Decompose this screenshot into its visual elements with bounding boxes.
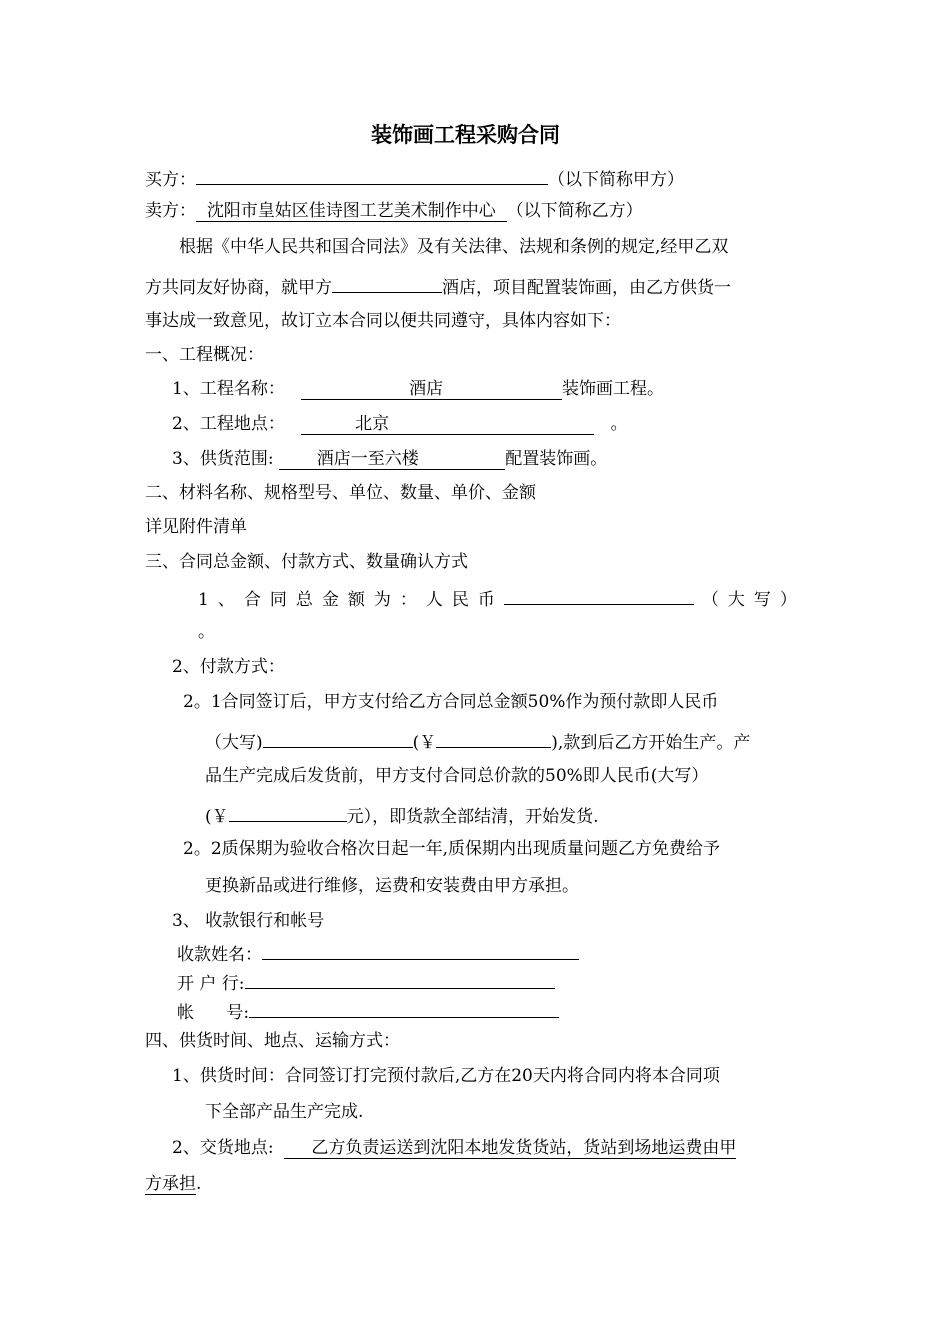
- attachment-note: 详见附件清单: [145, 517, 247, 537]
- delivery-place-value: 乙方负责运送到沈阳本地发货货站，货站到场地运费由甲: [284, 1138, 736, 1159]
- project-site-label: 2、工程地点：: [172, 414, 285, 434]
- section-2-heading: 二、材料名称、规格型号、单位、数量、单价、金额: [145, 483, 536, 503]
- project-name-line: [172, 378, 664, 400]
- project-site-suffix: 。: [610, 414, 628, 434]
- final-amount-blank: [229, 802, 347, 822]
- payee-label: 收款姓名：: [177, 945, 262, 965]
- account-blank: [249, 998, 559, 1018]
- clause-2-1-line-4-end: 元），即货款全部结清，开始发货.: [346, 807, 599, 827]
- payee-line: [177, 940, 579, 966]
- seller-suffix: （以下简称乙方）: [506, 201, 643, 221]
- intro-line-2-start: 方共同友好协商，就甲方: [145, 278, 332, 298]
- delivery-place-label: 2、交货地点:: [172, 1138, 274, 1158]
- supply-scope-value: 酒店一至六楼: [279, 449, 505, 470]
- payee-blank: [262, 940, 579, 960]
- capital-label: （大写): [205, 733, 263, 753]
- total-amount-end: 。: [198, 622, 215, 642]
- total-amount-suffix: （大写）: [701, 590, 806, 610]
- supply-time-line-1: 1、供货时间：合同签订打完预付款后,乙方在20天内将合同内将本合同项: [172, 1066, 720, 1086]
- total-amount-line: [198, 585, 806, 611]
- section-4-heading: 四、供货时间、地点、运输方式：: [145, 1031, 400, 1051]
- supply-time-line-2: 下全部产品生产完成.: [205, 1102, 364, 1122]
- bank-line: [177, 969, 555, 995]
- delivery-place-line: [172, 1137, 736, 1159]
- clause-2-2-line-1: 2。2质保期为验收合格次日起一年,质保期内出现质量问题乙方免费给予: [183, 839, 721, 859]
- buyer-blank: [196, 165, 548, 185]
- total-amount-label: 1、合同总金额为：人民币: [198, 590, 504, 610]
- buyer-line: [145, 165, 684, 191]
- account-label: 帐 号:: [177, 1003, 250, 1023]
- bank-heading: 3、 收款银行和帐号: [172, 911, 325, 931]
- hotel-blank: [332, 273, 442, 293]
- clause-2-1-line-3: 品生产完成后发货前，甲方支付合同总价款的50%即人民币(大写）: [205, 766, 709, 786]
- delivery-place-end: .: [196, 1174, 202, 1194]
- yen-open: (￥: [412, 733, 437, 753]
- account-line: [177, 998, 559, 1024]
- supply-scope-line: [172, 448, 607, 470]
- bank-label: 开 户 行:: [177, 974, 245, 994]
- payment-heading: 2、付款方式：: [172, 657, 285, 677]
- bank-blank: [245, 969, 555, 989]
- delivery-place-line-2: [145, 1173, 201, 1195]
- project-name-label: 1、工程名称：: [172, 379, 285, 399]
- clause-2-1-line-2-end: ),款到后乙方开始生产。产: [551, 733, 751, 753]
- supply-scope-label: 3、供货范围:: [172, 449, 274, 469]
- intro-line-3: 事达成一致意见，故订立本合同以便共同遵守，具体内容如下：: [145, 311, 621, 331]
- delivery-place-value-2: 方承担: [145, 1174, 196, 1194]
- clause-2-1-line-2: [205, 728, 750, 754]
- contract-title: 装饰画工程采购合同: [371, 123, 560, 147]
- prepay-capital-blank: [263, 728, 413, 748]
- seller-name: 沈阳市皇姑区佳诗图工艺美术制作中心: [196, 201, 507, 222]
- clause-2-2-line-2: 更换新品或进行维修，运费和安装费由甲方承担。: [205, 876, 579, 896]
- total-amount-blank: [504, 585, 694, 605]
- intro-line-2: [145, 273, 731, 299]
- seller-label: 卖方：: [145, 201, 196, 221]
- project-site-value: 北京: [301, 414, 594, 435]
- yen-open-2: (￥: [205, 807, 229, 827]
- seller-line: [145, 200, 643, 222]
- supply-scope-suffix: 配置装饰画。: [505, 449, 608, 469]
- clause-2-1-line-4: [205, 802, 599, 828]
- section-1-heading: 一、工程概况：: [145, 345, 264, 365]
- section-3-heading: 三、合同总金额、付款方式、数量确认方式: [145, 552, 468, 572]
- prepay-amount-blank: [436, 728, 551, 748]
- intro-line-2-end: 酒店，项目配置装饰画，由乙方供货一: [442, 278, 731, 298]
- buyer-label: 买方：: [145, 170, 196, 190]
- project-site-line: [172, 413, 628, 435]
- buyer-suffix: （以下简称甲方）: [548, 170, 684, 190]
- project-name-value: 酒店: [301, 379, 562, 400]
- intro-line-1: 根据《中华人民共和国合同法》及有关法律、法规和条例的规定,经甲乙双: [179, 237, 729, 257]
- project-name-suffix: 装饰画工程。: [562, 379, 665, 399]
- clause-2-1-line-1: 2。1合同签订后，甲方支付给乙方合同总金额50%作为预付款即人民币: [183, 692, 719, 712]
